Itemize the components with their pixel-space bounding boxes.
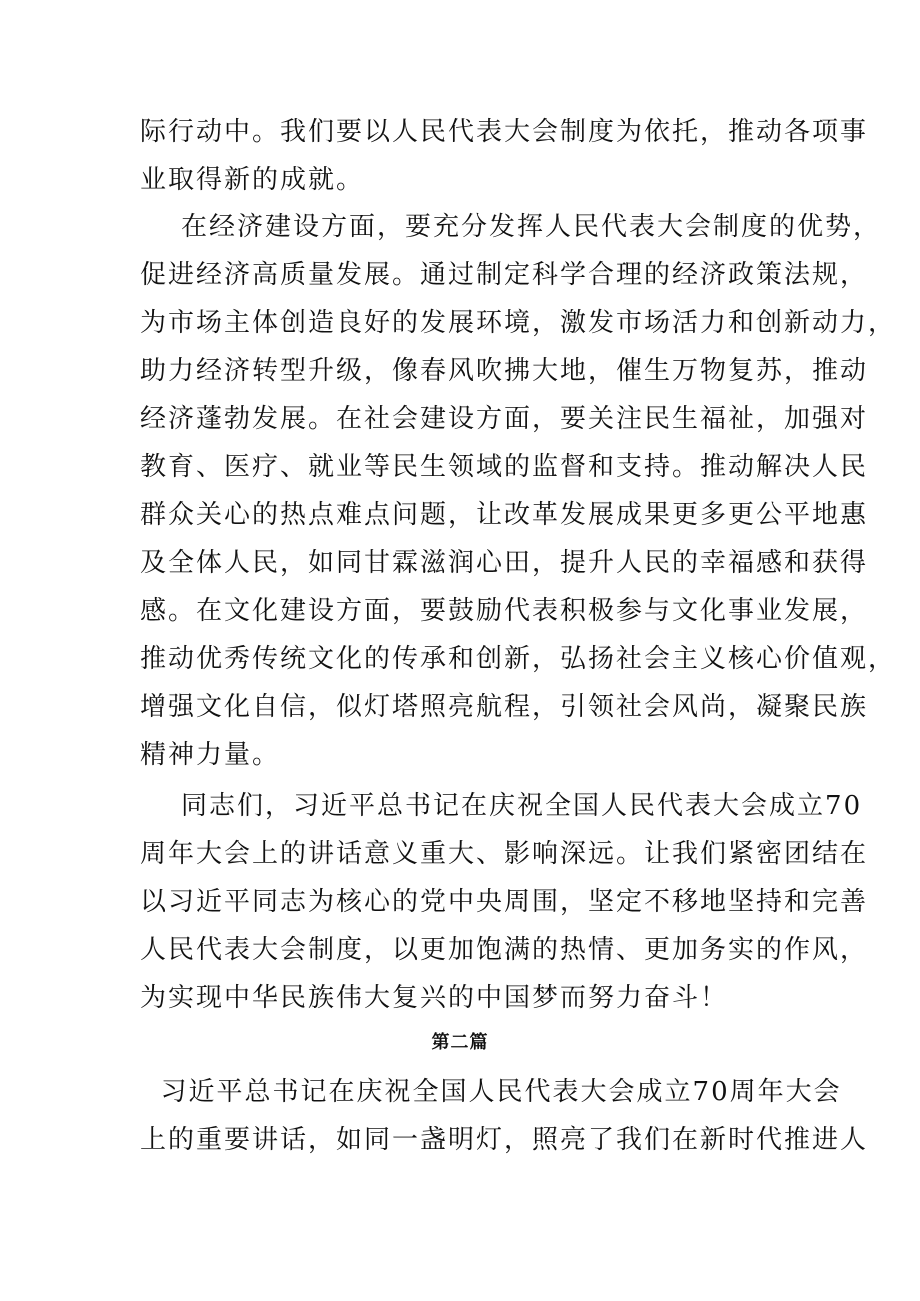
p3-line: 为实现中华民族伟大复兴的中国梦而努力奋斗！	[140, 983, 729, 1013]
p2-line: 为市场主体创造良好的发展环境，激发市场活力和创新动力，	[140, 308, 897, 338]
section-paragraph-1	[140, 1068, 869, 1164]
p3-line: 同志们，习近平总书记在庆祝全国人民代表大会成立70	[140, 791, 863, 821]
p2-line: 经济蓬勃发展。在社会建设方面，要关注民生福祉，加强对	[140, 404, 869, 434]
section-heading: 第二篇	[431, 1032, 489, 1053]
p2-line: 感。在文化建设方面，要鼓励代表积极参与文化事业发展，	[140, 596, 869, 626]
p2-line: 群众关心的热点难点问题，让改革发展成果更多更公平地惠	[140, 500, 869, 530]
p2-line: 增强文化自信，似灯塔照亮航程，引领社会风尚，凝聚民族	[140, 692, 869, 722]
p4-line: 上的重要讲话，如同一盏明灯，照亮了我们在新时代推进人	[140, 1125, 869, 1155]
p3-line: 人民代表大会制度，以更加饱满的热情、更加务实的作风，	[140, 935, 869, 965]
p3-line: 以习近平同志为核心的党中央周围，坚定不移地坚持和完善	[140, 887, 869, 917]
p2-line: 推动优秀传统文化的传承和创新，弘扬社会主义核心价值观，	[140, 644, 897, 674]
p3-line: 周年大会上的讲话意义重大、影响深远。让我们紧密团结在	[140, 839, 869, 869]
p2-line: 助力经济转型升级，像春风吹拂大地，催生万物复苏，推动	[140, 356, 869, 386]
p1-line: 业取得新的成就。	[140, 165, 365, 195]
p2-line: 促进经济高质量发展。通过制定科学合理的经济政策法规，	[140, 260, 869, 290]
p2-line: 在经济建设方面，要充分发挥人民代表大会制度的优势，	[140, 212, 882, 242]
p2-line: 及全体人民，如同甘霖滋润心田，提升人民的幸福感和获得	[140, 548, 869, 578]
paragraph-1	[140, 108, 869, 204]
p1-line: 际行动中。我们要以人民代表大会制度为依托，推动各项事	[140, 117, 869, 147]
paragraph-3	[140, 782, 869, 1022]
paragraph-2	[140, 203, 897, 779]
p2-line: 精神力量。	[140, 740, 281, 770]
p2-line: 教育、医疗、就业等民生领域的监督和支持。推动解决人民	[140, 452, 869, 482]
p4-line: 习近平总书记在庆祝全国人民代表大会成立70周年大会	[140, 1077, 842, 1107]
